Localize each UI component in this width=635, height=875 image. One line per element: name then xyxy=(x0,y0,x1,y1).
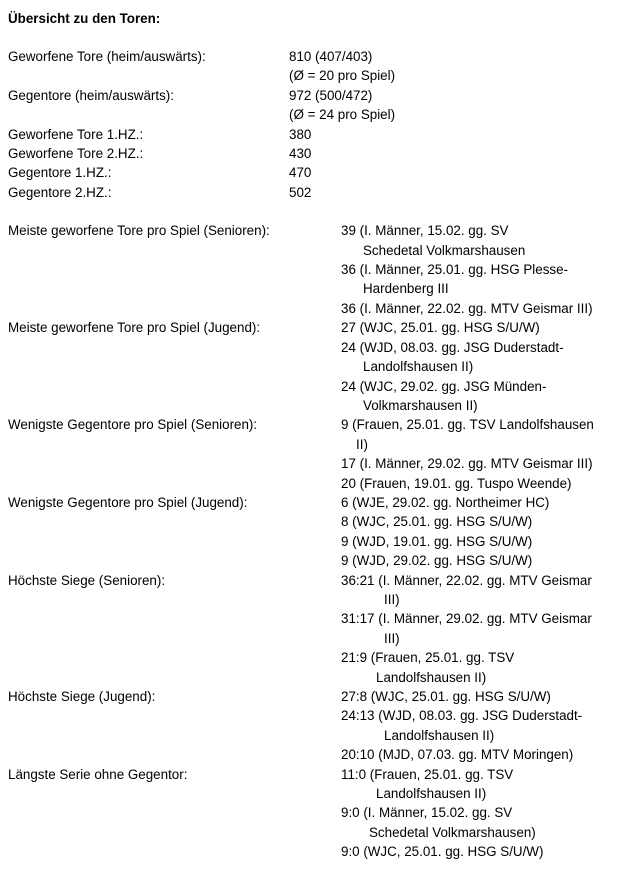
stat-row xyxy=(8,47,628,86)
record-label: Wenigste Gegentore pro Spiel (Jugend): xyxy=(8,494,248,510)
stat-label: Gegentore 1.HZ.: xyxy=(8,165,112,181)
record-entry xyxy=(341,842,628,861)
stat-values xyxy=(289,125,628,144)
record-entry-continuation: Hardenberg III xyxy=(363,281,449,297)
record-entry-continuation: Landolfshausen II) xyxy=(384,727,495,743)
record-entry xyxy=(341,474,628,493)
record-label: Meiste geworfene Tore pro Spiel (Senioren): xyxy=(8,223,270,239)
stat-row xyxy=(8,86,628,125)
record-entry xyxy=(341,260,628,299)
record-entry-text: 9 (WJD, 19.01. gg. HSG S/U/W) xyxy=(341,533,533,549)
record-entry-text: 9:0 (I. Männer, 15.02. gg. SV xyxy=(341,805,513,821)
record-row xyxy=(8,318,628,415)
record-entry-continuation: II) xyxy=(356,436,368,452)
record-entry-text: 9:0 (WJC, 25.01. gg. HSG S/U/W) xyxy=(341,844,544,860)
stat-row xyxy=(8,125,628,144)
stat-values xyxy=(289,163,628,182)
record-entries xyxy=(341,687,628,765)
record-row xyxy=(8,765,628,862)
record-entry-continuation: Schedetal Volkmarshausen xyxy=(363,242,526,258)
stat-value: 810 (407/403) xyxy=(289,49,373,64)
record-entry xyxy=(341,318,628,337)
record-entry xyxy=(341,648,628,687)
record-entry-text: 27 (WJC, 25.01. gg. HSG S/U/W) xyxy=(341,320,540,336)
stat-value: (Ø = 24 pro Spiel) xyxy=(289,107,396,123)
record-label: Meiste geworfene Tore pro Spiel (Jugend): xyxy=(8,320,261,336)
stat-row xyxy=(8,183,628,202)
record-entries xyxy=(341,415,628,493)
record-entry-text: 20 (Frauen, 19.01. gg. Tuspo Weende) xyxy=(341,475,572,491)
stat-value: 430 xyxy=(289,146,312,162)
record-entry-text: 21:9 (Frauen, 25.01. gg. TSV xyxy=(341,650,515,666)
record-entry-continuation: Landolfshausen II) xyxy=(376,786,487,802)
record-entry-continuation: III) xyxy=(384,630,400,646)
stat-label: Geworfene Tore 1.HZ.: xyxy=(8,126,144,142)
record-entry-continuation: Volkmarshausen II) xyxy=(363,397,478,413)
record-entry-text: 39 (I. Männer, 15.02. gg. SV xyxy=(341,223,509,239)
record-row xyxy=(8,687,628,765)
record-entries xyxy=(341,493,628,571)
record-entries xyxy=(341,571,628,687)
record-row xyxy=(8,221,628,318)
record-entry xyxy=(341,415,628,454)
record-entry xyxy=(341,299,628,318)
stat-value: 380 xyxy=(289,126,312,142)
record-entry xyxy=(341,221,628,260)
record-entry xyxy=(341,532,628,551)
stat-value: 972 (500/472) xyxy=(289,87,373,103)
record-entries xyxy=(341,318,628,415)
record-label: Wenigste Gegentore pro Spiel (Senioren): xyxy=(8,417,258,433)
record-entry-text: 20:10 (MJD, 07.03. gg. MTV Moringen) xyxy=(341,747,574,763)
record-entry-text: 36 (I. Männer, 22.02. gg. MTV Geismar III) xyxy=(341,300,593,316)
stat-row xyxy=(8,163,628,182)
record-entry xyxy=(341,706,628,745)
record-entry-continuation: Landolfshausen II) xyxy=(363,359,474,375)
stat-values xyxy=(289,86,628,125)
record-row xyxy=(8,493,628,571)
record-entry-text: 6 (WJE, 29.02. gg. Northeimer HC) xyxy=(341,494,550,510)
record-entry xyxy=(341,338,628,377)
section-title: Übersicht zu den Toren: xyxy=(8,11,161,26)
record-entry xyxy=(341,745,628,764)
record-entry-text: 9 (Frauen, 25.01. gg. TSV Landolfshausen xyxy=(341,417,594,433)
record-entries xyxy=(341,765,628,862)
record-entry-continuation: Landolfshausen II) xyxy=(376,669,487,685)
record-entry xyxy=(341,803,628,842)
record-entry-continuation: Schedetal Volkmarshausen) xyxy=(369,824,536,840)
record-entry xyxy=(341,609,628,648)
record-entry-text: 36 (I. Männer, 25.01. gg. HSG Plesse- xyxy=(341,262,569,278)
record-entry-text: 8 (WJC, 25.01. gg. HSG S/U/W) xyxy=(341,514,533,530)
record-entry-continuation: III) xyxy=(384,591,400,607)
record-entry xyxy=(341,765,628,804)
record-entry-text: 36:21 (I. Männer, 22.02. gg. MTV Geismar xyxy=(341,572,592,588)
record-label: Höchste Siege (Senioren): xyxy=(8,572,166,588)
stat-values xyxy=(289,183,628,202)
stat-row xyxy=(8,144,628,163)
record-entry-text: 9 (WJD, 29.02. gg. HSG S/U/W) xyxy=(341,553,533,569)
stat-label: Geworfene Tore (heim/auswärts): xyxy=(8,49,206,64)
record-entry xyxy=(341,551,628,570)
record-label: Längste Serie ohne Gegentor: xyxy=(8,766,188,782)
stat-values xyxy=(289,47,628,86)
goal-stats-list xyxy=(8,47,628,202)
record-entry xyxy=(341,687,628,706)
record-entry xyxy=(341,571,628,610)
record-entry-text: 24:13 (WJD, 08.03. gg. JSG Duderstadt- xyxy=(341,708,583,724)
record-entry-text: 24 (WJD, 08.03. gg. JSG Duderstadt- xyxy=(341,339,564,355)
record-row xyxy=(8,415,628,493)
record-entry-text: 17 (I. Männer, 29.02. gg. MTV Geismar III) xyxy=(341,456,593,472)
record-row xyxy=(8,571,628,687)
record-entry xyxy=(341,512,628,531)
stat-values xyxy=(289,144,628,163)
stat-label: Gegentore 2.HZ.: xyxy=(8,184,112,200)
record-entry-text: 24 (WJC, 29.02. gg. JSG Münden- xyxy=(341,378,547,394)
record-entry-text: 27:8 (WJC, 25.01. gg. HSG S/U/W) xyxy=(341,689,551,704)
stat-value: 470 xyxy=(289,165,312,181)
record-entry-text: 31:17 (I. Männer, 29.02. gg. MTV Geismar xyxy=(341,611,592,627)
records-list xyxy=(8,221,628,861)
record-entry xyxy=(341,454,628,473)
record-entry xyxy=(341,493,628,512)
record-entries xyxy=(341,221,628,318)
record-entry-text: 11:0 (Frauen, 25.01. gg. TSV xyxy=(341,766,514,782)
stat-value: 502 xyxy=(289,184,312,200)
record-entry xyxy=(341,377,628,416)
record-label: Höchste Siege (Jugend): xyxy=(8,689,156,704)
document xyxy=(8,9,628,862)
stat-label: Gegentore (heim/auswärts): xyxy=(8,87,174,103)
stat-value: (Ø = 20 pro Spiel) xyxy=(289,68,396,84)
stat-label: Geworfene Tore 2.HZ.: xyxy=(8,146,144,162)
